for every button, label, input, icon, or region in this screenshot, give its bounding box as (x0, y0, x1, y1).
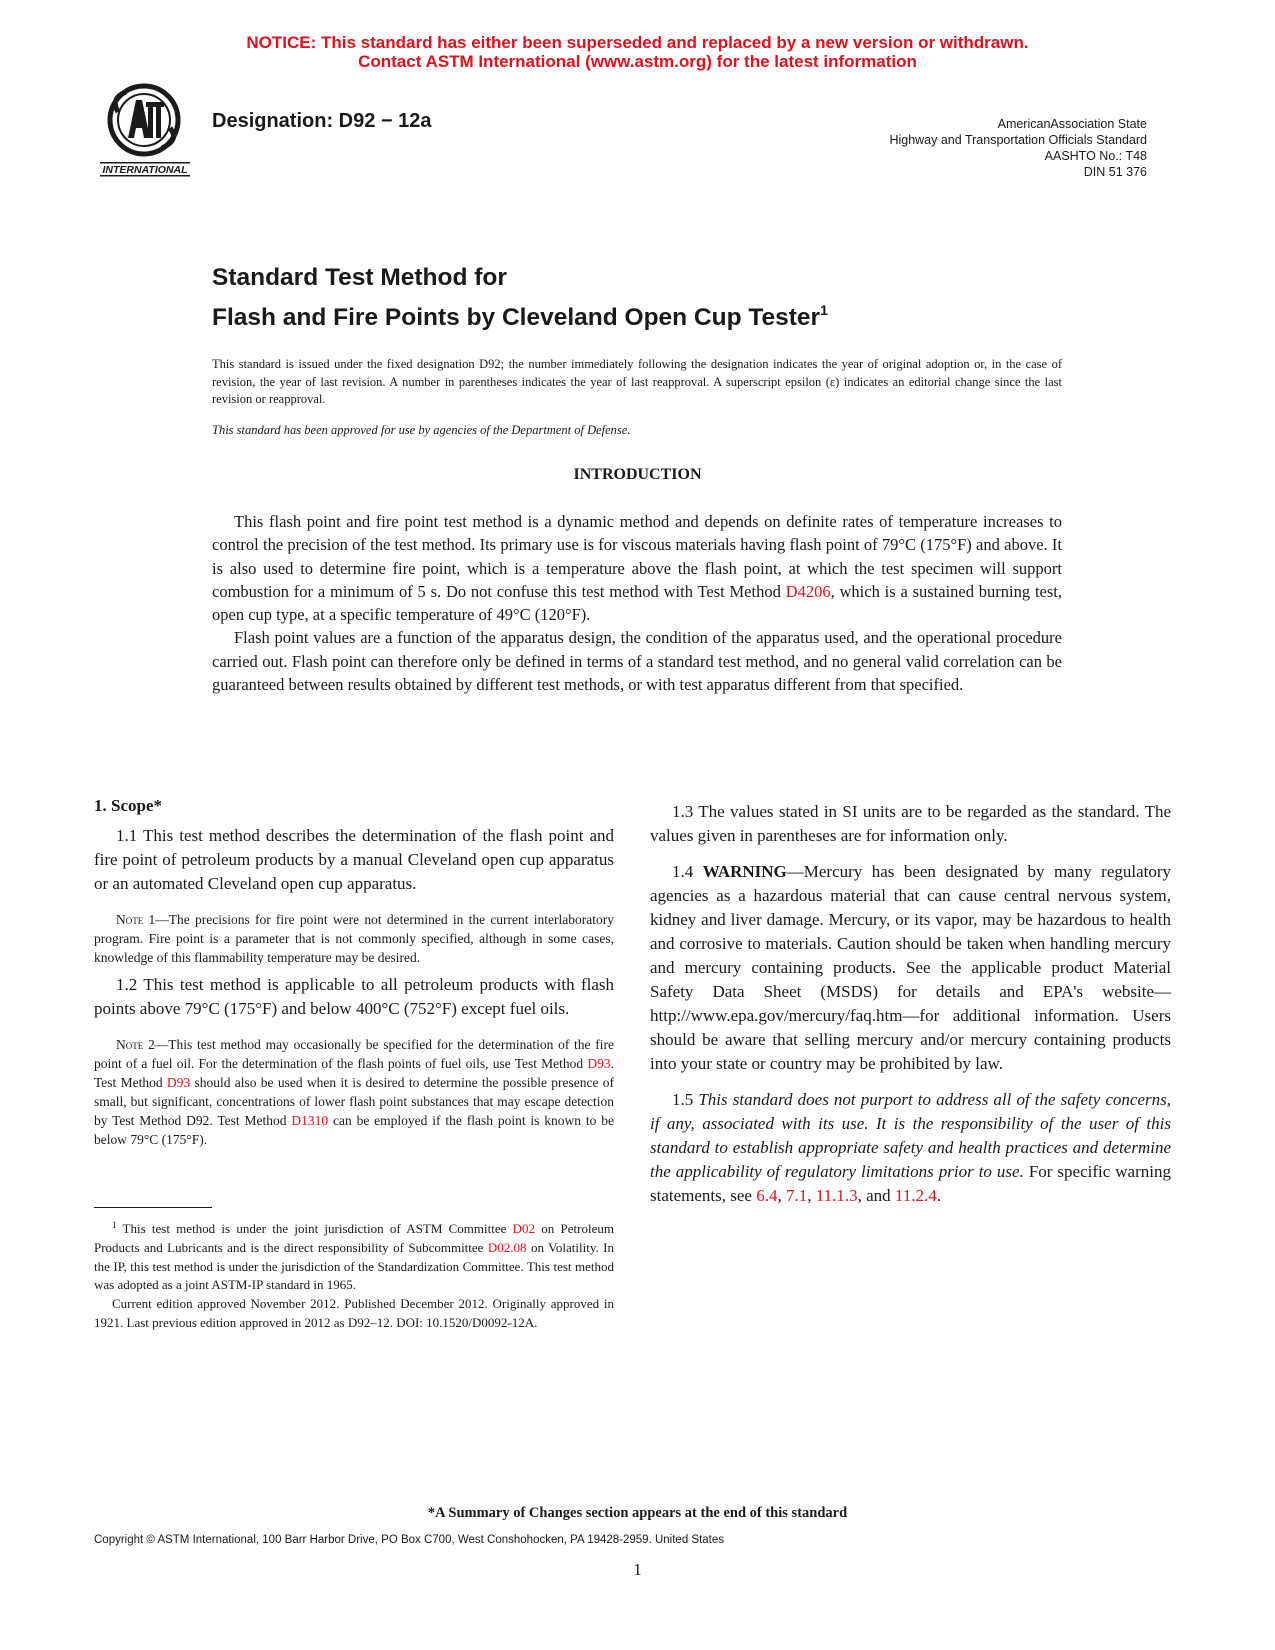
logo-text: INTERNATIONAL (102, 164, 188, 176)
left-column (94, 796, 614, 1149)
warning-label: WARNING (702, 862, 787, 881)
title-footnote-mark: 1 (820, 302, 828, 318)
link-d02[interactable]: D02 (512, 1221, 536, 1236)
paragraph-1-2: 1.2 This test method is applicable to all petroleum products with flash points above 79°C (175°F) and below 400°C (752°F) except fuel oils. (94, 975, 614, 1018)
withdrawn-notice (0, 33, 1275, 71)
aashto-line-4: DIN 51 376 (1083, 165, 1147, 179)
summary-of-changes-note: *A Summary of Changes section appears at the end of this standard (427, 1505, 848, 1521)
link-section-11-2-4[interactable]: 11.2.4 (894, 1186, 937, 1205)
dod-approval: This standard has been approved for use by agencies of the Department of Defense. (212, 423, 631, 437)
footnote-divider (94, 1207, 212, 1208)
footnotes (94, 1216, 614, 1333)
link-section-7-1[interactable]: 7.1 (785, 1186, 808, 1205)
footnote-1: $^1$ This test method is under the joint jurisdiction of ASTM Committee D02 on Petroleum Products and Lubricants and is the direct responsibility of Subcommittee D02.08 on Volatility. In the IP, this test method is under the jurisdiction of the Standardization Committee. This test method was adopted as a joint ASTM-IP standard in 1965. (94, 1220, 615, 1293)
introduction-body (212, 510, 1062, 696)
title-line-1: Standard Test Method for (212, 264, 507, 291)
astm-logo-icon (88, 78, 200, 182)
link-d1310[interactable]: D1310 (291, 1113, 329, 1128)
page-number: 1 (633, 1560, 642, 1579)
introduction-heading: INTRODUCTION (573, 466, 702, 483)
notice-line-1: NOTICE: This standard has either been superseded and replaced by a new version or withdrawn. (246, 33, 1029, 52)
copyright: Copyright © ASTM International, 100 Barr Harbor Drive, PO Box C700, West Conshohocken, PA 19428-2959. United States (94, 1534, 725, 1546)
aashto-block (889, 116, 1147, 180)
footnote-2: Current edition approved November 2012. Published December 2012. Originally approved in 1921. Last previous edition approved in 2012 as D92–12. DOI: 10.1520/D0092-12A. (94, 1296, 614, 1330)
aashto-line-3: AASHTO No.: T48 (1044, 149, 1147, 163)
title-line-2: Flash and Fire Points by Cleveland Open Cup Tester$^1$ (212, 302, 828, 331)
link-section-6-4[interactable]: 6.4 (756, 1186, 778, 1205)
notice-line-2: Contact ASTM International (www.astm.org) for the latest information (358, 52, 917, 71)
document-title (212, 262, 828, 334)
link-d93-2[interactable]: D93 (166, 1075, 191, 1090)
note-1: Note 1—The precisions for fire point were not determined in the current interlaboratory program. Fire point is a parameter that is not commonly specified, although in some cases, knowledge of this flammability temperature may be desired. (94, 912, 614, 965)
designation: Designation: D92 − 12a (212, 110, 432, 132)
introduction-paragraph-1: This flash point and fire point test method is a dynamic method and depends on definite rates of temperature increases to control the precision of the test method. Its primary use is for viscous materials having flash point of 79°C (175°F) and above. It is also used to determine fire point, which is a temperature above the flash point, at which the test specimen will support combustion for a minimum of 5 s. Do not confuse this test method with Test Method D4206, which is a sustained burning test, open cup type, at a specific temperature of 49°C (120°F). (212, 512, 1062, 625)
paragraph-1-5: 1.5 This standard does not purport to address all of the safety concerns, if any, associated with its use. It is the responsibility of the user of this standard to establish appropriate safety and health practices and determine the applicability of regulatory limitations prior to use. For specific warning statements, see 6.4, 7.1, 11.1.3, and 11.2.4. (650, 1090, 1171, 1205)
aashto-line-1: AmericanAssociation State (997, 117, 1147, 131)
issued-statement: This standard is issued under the fixed designation D92; the number immediately following the designation indicates the year of original adoption or, in the case of revision, the year of last revision. A number in parentheses indicates the year of last reapproval. A superscript epsilon (ε) indicates an editorial change since the last revision or reapproval. (212, 357, 1062, 406)
paragraph-1-4: 1.4 WARNING—Mercury has been designated by many regulatory agencies as a hazardous material that can cause central nervous system, kidney and liver damage. Mercury, or its vapor, may be hazardous to health and corrosive to materials. Caution should be taken when handling mercury and mercury containing products. See the applicable product Material Safety Data Sheet (MSDS) for details and EPA's website—http://www.epa.gov/mercury/faq.htm—for additional information. Users should be aware that selling mercury and/or mercury containing products into your state or country may be prohibited by law. (650, 862, 1172, 1073)
paragraph-1-1: 1.1 This test method describes the determination of the flash point and fire point of petroleum products by a manual Cleveland open cup apparatus or an automated Cleveland open cup apparatus. (94, 826, 614, 893)
note-2: Note 2—This test method may occasionally be specified for the determination of the fire point of a fuel oil. For the determination of the flash points of fuel oils, use Test Method D93. Test Method D93 should also be used when it is desired to determine the possible presence of small, but significant, concentrations of lower flash point substances that may escape detection by Test Method D92. Test Method D1310 can be employed if the flash point is known to be below 79°C (175°F). (94, 1037, 615, 1147)
link-d4206[interactable]: D4206 (785, 581, 831, 601)
aashto-line-2: Highway and Transportation Officials Standard (889, 133, 1147, 147)
right-column (650, 800, 1171, 1208)
link-d02-08[interactable]: D02.08 (487, 1239, 527, 1255)
paragraph-1-3: 1.3 The values stated in SI units are to be regarded as the standard. The values given in parentheses are for information only. (650, 802, 1171, 845)
link-d93[interactable]: D93 (587, 1056, 611, 1071)
section-scope-heading: 1. Scope* (94, 796, 162, 815)
link-section-11-1-3[interactable]: 11.1.3 (815, 1186, 858, 1205)
introduction-paragraph-2: Flash point values are a function of the apparatus design, the condition of the apparatus used, and the operational procedure carried out. Flash point can therefore only be defined in terms of a standard test method, and no general valid correlation can be guaranteed between results obtained by different test methods, or with test apparatus different from that specified. (212, 628, 1062, 695)
